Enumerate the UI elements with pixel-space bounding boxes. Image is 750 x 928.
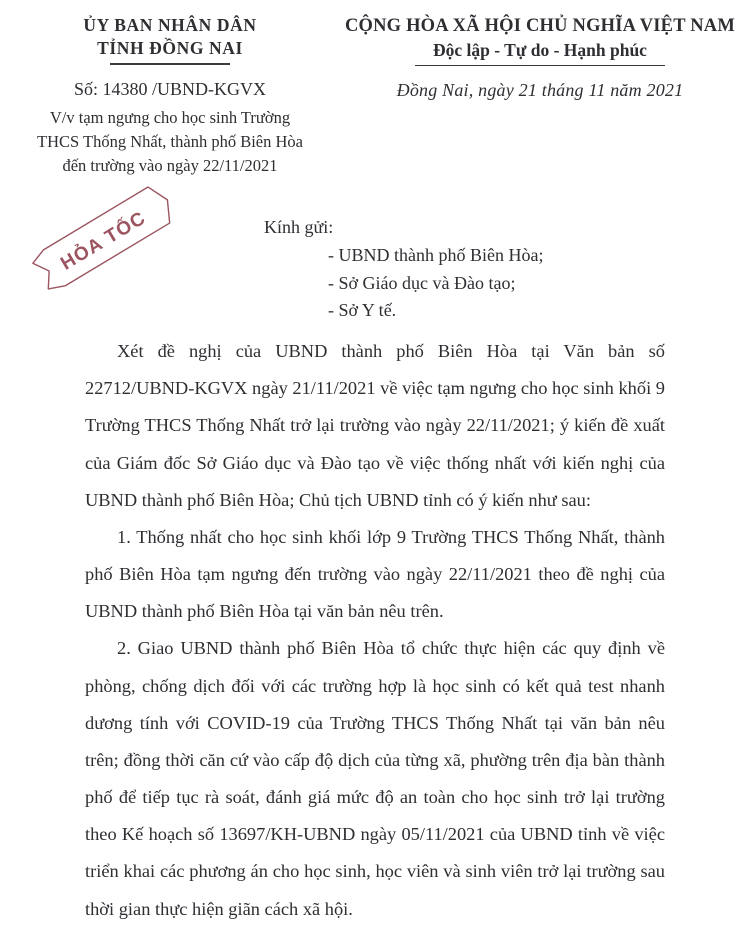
authority-underline [110, 63, 230, 65]
body-paragraph-2: 2. Giao UBND thành phố Biên Hòa tổ chức thực hiện các quy định về phòng, chống dịch đối với các trường hợp là học sinh có kết quả test nhanh dương tính với COVID-19 của Trường THCS Thống Nhất tại văn bản nêu trên; đồng thời căn cứ vào cấp độ dịch của từng xã, phường trên địa bàn thành phố để tiếp tục rà soát, đánh giá mức độ an toàn cho học sinh trở lại trường theo Kế hoạch số 13697/KH-UBND ngày 05/11/2021 của UBND tỉnh về việc triển khai các phương án cho học sinh, học viên và sinh viên trở lại trường sau thời gian thực hiện giãn cách xã hội. [85, 638, 665, 919]
recipient-item: - UBND thành phố Biên Hòa; [328, 245, 544, 266]
subject-line-2: THCS Thống Nhất, thành phố Biên Hòa [37, 131, 303, 151]
issuing-authority-block [0, 14, 330, 178]
recipient-item: - Sở Y tế. [328, 300, 397, 321]
country-name: CỘNG HÒA XÃ HỘI CHỦ NGHĨA VIỆT NAM [344, 16, 736, 36]
document-subject [10, 106, 330, 178]
national-heading-block [330, 14, 750, 101]
authority-name-line1: ỦY BAN NHÂN DÂN [83, 15, 257, 35]
document-body [85, 333, 665, 928]
place-and-date: Đồng Nai, ngày 21 tháng 11 năm 2021 [396, 80, 684, 101]
document-number: Số: 14380 /UBND-KGVX [73, 78, 266, 99]
document-header [0, 14, 750, 178]
subject-line-1: V/v tạm ngưng cho học sinh Trường [49, 107, 291, 127]
subject-line-3: đến trường vào ngày 22/11/2021 [62, 155, 278, 175]
stamp-label: HỎA TỐC [57, 207, 150, 275]
motto-underline [415, 65, 665, 67]
body-paragraph-1: 1. Thống nhất cho học sinh khối lớp 9 Trường THCS Thống Nhất, thành phố Biên Hòa tạm ngưng đến trường vào ngày 22/11/2021 theo đề nghị của UBND thành phố Biên Hòa tại văn bản nêu trên. [85, 526, 665, 622]
recipient-label: Kính gửi: [264, 217, 334, 237]
recipient-item: - Sở Giáo dục và Đào tạo; [328, 272, 516, 293]
national-motto: Độc lập - Tự do - Hạnh phúc [433, 40, 647, 61]
authority-name-line2: TỈNH ĐỒNG NAI [97, 38, 243, 59]
body-paragraph-intro: Xét đề nghị của UBND thành phố Biên Hòa tại Văn bản số 22712/UBND-KGVX ngày 21/11/2021 về việc tạm ngưng cho học sinh khối 9 Trường THCS Thống Nhất trở lại trường vào ngày 22/11/2021; ý kiến đề xuất của Giám đốc Sở Giáo dục và Đào tạo về việc thống nhất với kiến nghị của UBND thành phố Biên Hòa; Chủ tịch UBND tỉnh có ý kiến như sau: [85, 341, 665, 510]
recipient-block [264, 214, 543, 324]
recipient-list [264, 242, 543, 324]
urgent-stamp [27, 179, 181, 297]
